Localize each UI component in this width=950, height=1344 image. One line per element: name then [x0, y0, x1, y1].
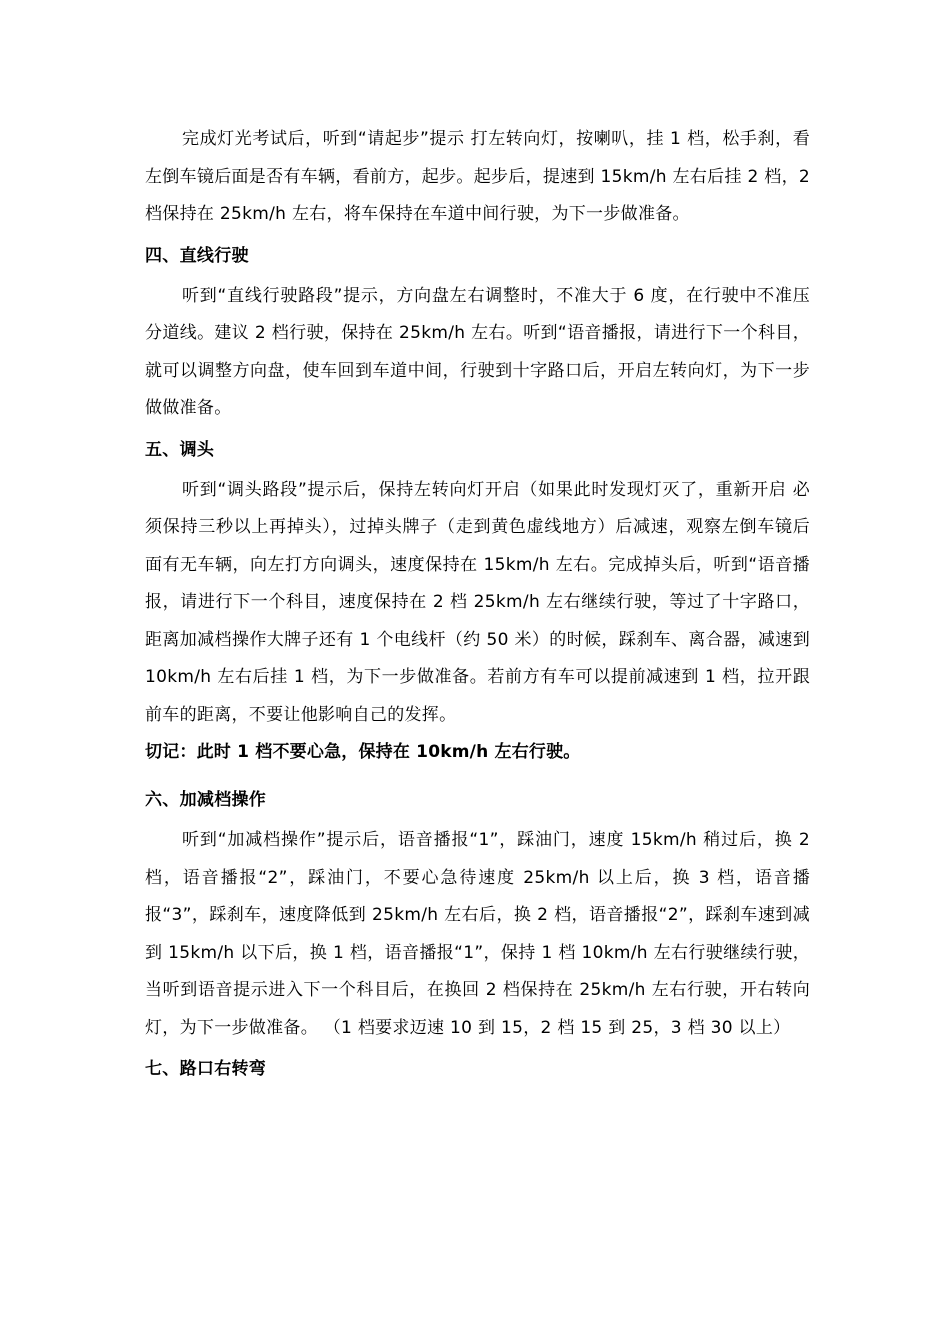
- warning-note: 切记：此时 1 档不要心急，保持在 10km/h 左右行驶。: [145, 742, 581, 762]
- paragraph-u-turn: 听到“调头路段”提示后，保持左转向灯开启（如果此时发现灯灭了，重新开启 必须保持三秒以上再掉头），过掉头牌子（走到黄色虚线地方）后减速，观察左倒车镜后面有无车辆，向左打方向调头，速度保持在 15km/h 左右。完成掉头后，听到“语音播报，请进行下一个科目，速度保持在 2 档 25km/h 左右继续行驶，等过了十字路口，距离加减档操作大牌子还有 1 个电线杆（约 50 米）的时候，踩刹车、离合器，减速到 10km/h 左右后挂 1 档，为下一步做准备。若前方有车可以提前减速到 1 档，拉开跟前车的距离，不要让他影响自己的发挥。: [145, 479, 810, 725]
- document-body: [145, 121, 810, 1087]
- paragraph-start-driving: 完成灯光考试后，听到“请起步”提示 打左转向灯，按喇叭，挂 1 档，松手刹，看左倒车镜后面是否有车辆，看前方，起步。起步后，提速到 15km/h 左右后挂 2 档，2 档保持在 25km/h 左右，将车保持在车道中间行驶，为下一步做准备。: [145, 129, 810, 224]
- paragraph-straight-driving: 听到“直线行驶路段”提示，方向盘左右调整时，不准大于 6 度，在行驶中不准压分道线。建议 2 档行驶，保持在 25km/h 左右。听到“语音播报，请进行下一个科目，就可以调整方向盘，使车回到车道中间，行驶到十字路口后，开启左转向灯，为下一步做做准备。: [145, 285, 810, 418]
- heading-gear-shifting: 六、加减档操作: [145, 790, 267, 810]
- heading-straight-driving: 四、直线行驶: [145, 245, 249, 266]
- heading-right-turn: 七、路口右转弯: [145, 1059, 267, 1079]
- heading-u-turn: 五、调头: [145, 439, 215, 460]
- paragraph-gear-shifting: 听到“加减档操作”提示后，语音播报“1”，踩油门，速度 15km/h 稍过后，换 2 档，语音播报“2”，踩油门，不要心急待速度 25km/h 以上后，换 3 档，语音播报“3”，踩刹车，速度降低到 25km/h 左右后，换 2 档，语音播报“2”，踩刹车速到减到 15km/h 以下后，换 1 档，语音播报“1”，保持 1 档 10km/h 左右行驶继续行驶，当听到语音提示进入下一个科目后，在换回 2 档保持在 25km/h 左右行驶，开右转向灯，为下一步做准备。 （1 档要求迈速 10 到 15，2 档 15 到 25，3 档 30 以上）: [145, 830, 810, 1038]
